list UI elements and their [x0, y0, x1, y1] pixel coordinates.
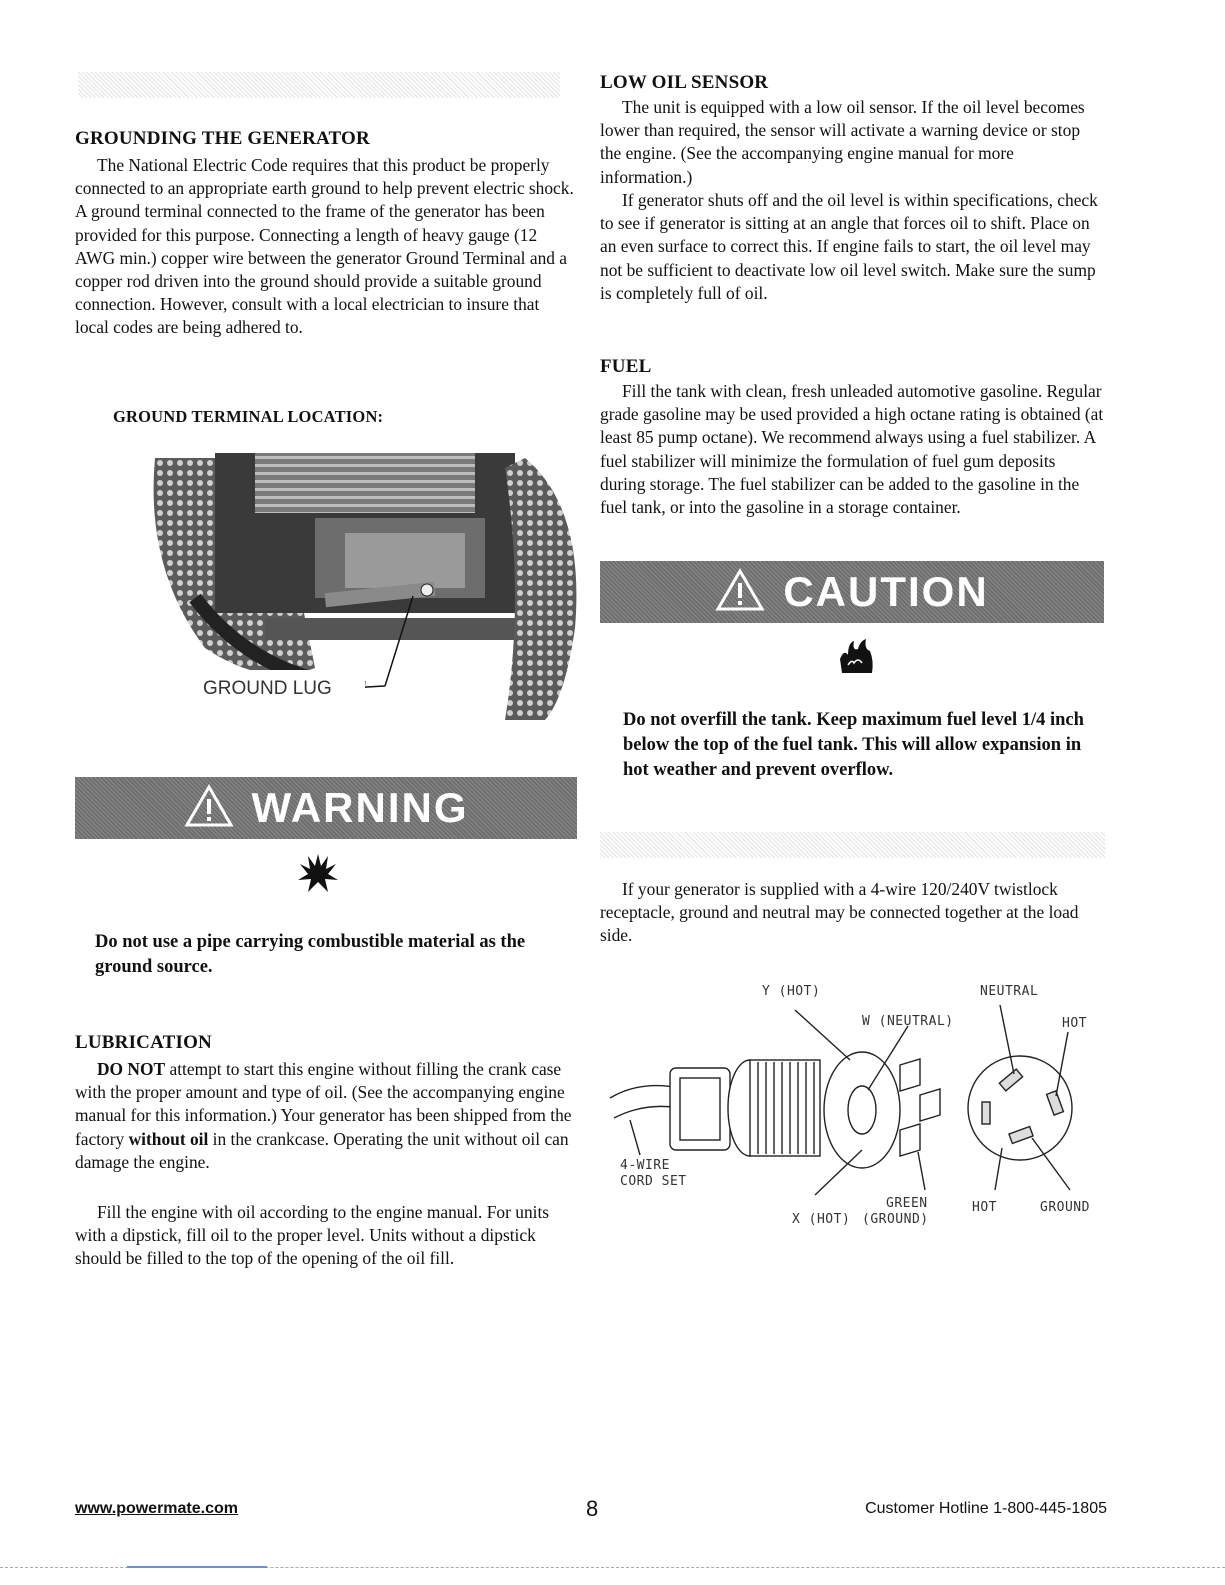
label-w-neutral: W (NEUTRAL) — [862, 1014, 954, 1029]
warning-banner — [75, 777, 577, 839]
ground-lug-label: GROUND LUG — [203, 678, 332, 699]
ground-terminal-title: GROUND TERMINAL LOCATION: — [113, 407, 384, 426]
bottom-accent-line — [127, 1566, 267, 1568]
fuel-title: FUEL — [600, 356, 652, 377]
twistlock-diagram — [600, 980, 1105, 1230]
label-neutral: NEUTRAL — [980, 984, 1039, 999]
label-y-hot: Y (HOT) — [762, 984, 821, 999]
label-ground: GROUND — [1040, 1200, 1090, 1215]
do-not-emphasis: DO NOT — [97, 1059, 166, 1079]
caution-banner — [600, 561, 1104, 623]
ground-terminal-photo — [145, 448, 577, 720]
lubrication-p2: Fill the engine with oil according to the engine manual. For units with a dipstick, fill oil to the proper level. Units without a dipstick should be filled to the top of the opening of the oil fill. — [75, 1202, 550, 1269]
label-green-ground: (GROUND) — [862, 1212, 929, 1227]
lubrication-p1-b: in the crankcase. Operating the unit without oil can damage the engine. — [75, 1128, 569, 1172]
customer-hotline: Customer Hotline 1-800-445-1805 — [865, 1500, 1107, 1517]
label-hot-top: HOT — [1062, 1016, 1087, 1031]
twistlock-plug-illustration — [600, 980, 1105, 1230]
warning-label: WARNING — [251, 784, 469, 831]
grounding-title: GROUNDING THE GENERATOR — [75, 128, 370, 149]
low-oil-title: LOW OIL SENSOR — [600, 72, 769, 93]
label-cord-set-2: CORD SET — [620, 1174, 687, 1189]
grounding-body: The National Electric Code requires that this product be properly connected to an appropriate earth ground to help prevent electric shock. A ground terminal connected to the frame of the generator has been provided for this purpose. Connecting a length of heavy gauge (12 AWG min.) copper wire between the generator Ground Terminal and a copper rod driven into the ground should provide a suitable ground connection. However, consult with a local electrician to insure that local codes are being adhered to. — [75, 155, 574, 338]
caution-text: Do not overfill the tank. Keep maximum fuel level 1/4 inch below the top of the fuel tank. This will allow expansion in hot weather and prevent overflow. — [623, 710, 1084, 780]
without-oil-emphasis: without oil — [128, 1128, 209, 1149]
fuel-body: Fill the tank with clean, fresh unleaded automotive gasoline. Regular grade gasoline may be used provided a high octane rating is obtained (at least 85 pump octane). We recommend always using a fuel stabilizer. A fuel stabilizer will minimize the formulation of fuel gum deposits during storage. The fuel stabilizer can be added to the gasoline in the fuel tank, or into the gasoline in a storage container. — [600, 381, 1104, 518]
lubrication-p1 — [75, 1058, 577, 1174]
twistlock-body: If your generator is supplied with a 4-wire 120/240V twistlock receptacle, ground and neutral may be connected together at the load side. — [600, 879, 1079, 946]
faded-header-right — [600, 832, 1105, 858]
page-number: 8 — [586, 1496, 599, 1521]
label-green: GREEN — [886, 1196, 928, 1211]
faded-header-left — [78, 72, 560, 98]
low-oil-p1: The unit is equipped with a low oil sensor. If the oil level becomes lower than required, the sensor will activate a warning device or stop the engine. (See the accompanying engine manual for more information.) — [600, 97, 1085, 187]
warning-text: Do not use a pipe carrying combustible material as the ground source. — [95, 932, 526, 977]
label-hot-bottom: HOT — [972, 1200, 997, 1215]
lubrication-title: LUBRICATION — [75, 1032, 212, 1053]
caution-triangle-icon — [715, 568, 765, 617]
label-cord-set-1: 4-WIRE — [620, 1158, 670, 1173]
label-x-hot: X (HOT) — [792, 1212, 851, 1227]
website-link[interactable]: www.powermate.com — [75, 1500, 238, 1517]
explosion-icon — [298, 852, 338, 899]
lubrication-p1-a: attempt to start this engine without filling the crank case with the proper amount and type of oil. (See the accompanying engine manual for this information.) Your generator has been shipped from the factory — [75, 1059, 572, 1149]
warning-triangle-icon — [184, 784, 234, 833]
fire-icon — [838, 637, 874, 680]
low-oil-p2: If generator shuts off and the oil level is within specifications, check to see if generator is sitting at an angle that forces oil to shift. Place on an even surface to correct this. If engine fails to start, the oil level may not be sufficient to deactivate low oil level switch. Make sure the sump is completely full of oil. — [600, 190, 1098, 303]
caution-label: CAUTION — [783, 568, 989, 615]
